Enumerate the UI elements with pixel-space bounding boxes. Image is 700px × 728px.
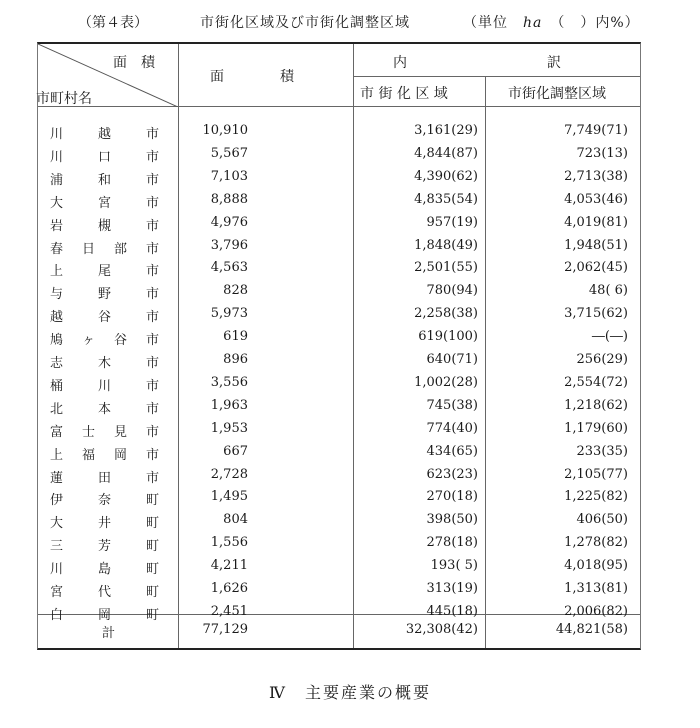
- urbanization-value: 774(40): [426, 420, 478, 436]
- area-value: 3,556: [210, 374, 248, 390]
- adjustment-value: 2,062(45): [564, 260, 628, 276]
- municipality-char: 町: [146, 539, 160, 555]
- area-table: [37, 42, 641, 650]
- table-row: [38, 418, 640, 441]
- municipality-char: 北: [50, 401, 64, 417]
- table-row: [38, 464, 640, 487]
- municipality-char: 市: [146, 401, 160, 417]
- municipality-char: 口: [98, 149, 112, 165]
- adjustment-value: 1,218(62): [564, 397, 628, 413]
- municipality-char: 尾: [98, 264, 112, 280]
- table-row: [38, 395, 640, 418]
- municipality-char: 伊: [50, 493, 64, 509]
- adjustment-value: 7,749(71): [564, 123, 628, 138]
- area-value: 4,976: [210, 214, 248, 230]
- urbanization-value: 2,501(55): [414, 260, 478, 276]
- table-unit: （単位 ha （ ）内%）: [463, 15, 640, 31]
- adjustment-value: 3,715(62): [564, 306, 628, 322]
- municipality-char: 町: [146, 493, 160, 509]
- municipality-char: 田: [98, 470, 112, 486]
- header-urbanization: 市 街 化 区 域: [360, 86, 448, 102]
- municipality-char: 岩: [50, 218, 64, 234]
- municipality-char: 井: [98, 516, 112, 532]
- total-urbanization: 32,308(42): [405, 622, 478, 637]
- area-value: 4,563: [210, 260, 248, 276]
- adjustment-value: 256(29): [576, 352, 628, 367]
- adjustment-value: 4,019(81): [564, 214, 628, 230]
- table-row: [38, 441, 640, 464]
- urbanization-value: 2,258(38): [414, 306, 478, 322]
- municipality-char: 町: [146, 607, 160, 623]
- adjustment-value: 2,554(72): [564, 374, 628, 390]
- municipality-char: 市: [146, 172, 160, 188]
- municipality-char: 春: [50, 241, 64, 257]
- municipality-char: 芳: [98, 539, 112, 555]
- table-row: [38, 555, 640, 578]
- municipality-char: 福: [82, 447, 96, 463]
- adjustment-value: 1,948(51): [564, 237, 628, 253]
- municipality-char: 岡: [114, 447, 128, 463]
- urbanization-value: 434(65): [426, 443, 478, 459]
- area-value: 2,451: [210, 603, 248, 619]
- urbanization-value: 398(50): [426, 512, 478, 528]
- area-value: 1,626: [210, 581, 248, 596]
- municipality-char: 市: [146, 333, 160, 349]
- municipality-char: 本: [98, 401, 112, 417]
- table-caption: [78, 12, 678, 32]
- municipality-char: 市: [146, 310, 160, 326]
- municipality-char: 川: [98, 378, 112, 394]
- adjustment-value: 1,225(82): [564, 489, 628, 505]
- table-row: [38, 509, 640, 532]
- area-value: 1,963: [210, 397, 248, 413]
- urbanization-value: 270(18): [426, 489, 478, 505]
- municipality-char: 市: [146, 218, 160, 234]
- municipality-char: 代: [98, 585, 112, 600]
- corner-label-municipality: 市町村名: [36, 91, 92, 107]
- municipality-char: 川: [50, 562, 64, 578]
- municipality-char: 野: [98, 287, 112, 303]
- municipality-char: 谷: [114, 333, 128, 349]
- table-row: [38, 212, 640, 235]
- municipality-char: 市: [146, 424, 160, 440]
- urbanization-value: 780(94): [426, 283, 478, 299]
- table-row: [38, 257, 640, 280]
- municipality-char: 岡: [98, 607, 112, 623]
- area-value: 1,556: [210, 535, 248, 551]
- municipality-char: 白: [50, 607, 64, 623]
- municipality-char: 市: [146, 127, 160, 142]
- area-value: 3,796: [210, 237, 248, 253]
- urbanization-value: 640(71): [426, 352, 478, 367]
- adjustment-value: 4,018(95): [564, 558, 628, 574]
- municipality-char: 見: [114, 424, 128, 440]
- table-row: [38, 349, 640, 372]
- total-row: [38, 618, 640, 641]
- header-area: 面 積: [210, 69, 294, 85]
- municipality-char: 市: [146, 378, 160, 394]
- municipality-char: 町: [146, 585, 160, 600]
- municipality-char: 市: [146, 287, 160, 303]
- municipality-char: 三: [50, 539, 64, 555]
- municipality-char: 奈: [98, 493, 112, 509]
- table-row: [38, 235, 640, 258]
- area-value: 896: [223, 352, 248, 367]
- urbanization-value: 623(23): [426, 466, 478, 482]
- adjustment-value: 723(13): [576, 145, 628, 161]
- municipality-char: 市: [146, 264, 160, 280]
- urbanization-value: 745(38): [426, 397, 478, 413]
- municipality-char: 与: [50, 287, 64, 303]
- urbanization-value: 619(100): [418, 329, 478, 345]
- table-row: [38, 532, 640, 555]
- area-value: 8,888: [210, 191, 248, 207]
- area-value: 10,910: [202, 123, 248, 138]
- area-value: 804: [223, 512, 248, 528]
- table-row: [38, 143, 640, 166]
- table-row: [38, 280, 640, 303]
- table-row: [38, 120, 640, 143]
- municipality-char: 日: [82, 241, 96, 257]
- adjustment-value: 1,278(82): [564, 535, 628, 551]
- area-value: 4,211: [210, 558, 248, 574]
- municipality-char: 宮: [98, 195, 112, 211]
- adjustment-value: 2,006(82): [564, 603, 628, 619]
- municipality-char: 谷: [98, 310, 112, 326]
- municipality-char: 上: [50, 447, 64, 463]
- municipality-char: 浦: [50, 172, 64, 188]
- urbanization-value: 3,161(29): [414, 123, 478, 138]
- header-breakdown: 内 訳: [393, 55, 561, 71]
- urbanization-value: 1,848(49): [414, 237, 478, 253]
- municipality-char: 和: [98, 172, 112, 188]
- municipality-char: 富: [50, 424, 64, 440]
- total-area: 77,129: [202, 622, 248, 637]
- adjustment-value: 2,105(77): [564, 466, 628, 482]
- adjustment-value: 406(50): [576, 512, 628, 528]
- total-adjustment: 44,821(58): [555, 622, 628, 637]
- area-value: 667: [223, 443, 248, 459]
- header-adjustment: 市街化調整区域: [508, 86, 606, 102]
- adjustment-value: 2,713(38): [564, 168, 628, 184]
- urbanization-value: 957(19): [426, 214, 478, 230]
- area-value: 619: [223, 329, 248, 345]
- municipality-char: 市: [146, 470, 160, 486]
- corner-label-area: 面 積: [113, 55, 155, 71]
- urbanization-value: 313(19): [426, 581, 478, 596]
- table-row: [38, 326, 640, 349]
- table-row: [38, 303, 640, 326]
- urbanization-value: 445(18): [426, 603, 478, 619]
- urbanization-value: 4,844(87): [414, 145, 478, 161]
- table-row: [38, 166, 640, 189]
- municipality-char: 部: [114, 241, 128, 257]
- area-value: 828: [223, 283, 248, 299]
- municipality-char: ヶ: [82, 333, 96, 349]
- table-row: [38, 486, 640, 509]
- adjustment-value: 1,313(81): [564, 581, 628, 596]
- table-number: （第４表）: [78, 15, 148, 31]
- municipality-char: 大: [50, 516, 64, 532]
- urbanization-value: 4,390(62): [414, 168, 478, 184]
- table-title: 市街化区域及び市街化調整区域: [200, 15, 410, 31]
- municipality-char: 越: [98, 127, 112, 142]
- urbanization-value: 278(18): [426, 535, 478, 551]
- urbanization-value: 193( 5): [430, 558, 478, 574]
- area-value: 7,103: [210, 168, 248, 184]
- adjustment-value: 48( 6): [588, 283, 628, 299]
- adjustment-value: 233(35): [576, 443, 628, 459]
- municipality-char: 志: [50, 356, 64, 371]
- area-value: 1,953: [210, 420, 248, 436]
- municipality-char: 上: [50, 264, 64, 280]
- municipality-char: 市: [146, 241, 160, 257]
- municipality-char: 越: [50, 310, 64, 326]
- municipality-char: 木: [98, 356, 112, 371]
- municipality-char: 鳩: [50, 333, 64, 349]
- municipality-char: 槻: [98, 218, 112, 234]
- municipality-char: 町: [146, 516, 160, 532]
- adjustment-value: 4,053(46): [564, 191, 628, 207]
- area-value: 1,495: [210, 489, 248, 505]
- municipality-char: 宮: [50, 585, 64, 600]
- area-value: 5,567: [210, 145, 248, 161]
- municipality-char: 大: [50, 195, 64, 211]
- urbanization-value: 1,002(28): [414, 374, 478, 390]
- area-value: 2,728: [210, 466, 248, 482]
- municipality-char: 蓮: [50, 470, 64, 486]
- municipality-char: 市: [146, 195, 160, 211]
- table-row: [38, 372, 640, 395]
- urbanization-value: 4,835(54): [414, 191, 478, 207]
- adjustment-value: 1,179(60): [564, 420, 628, 436]
- adjustment-value: ―(―): [591, 329, 628, 345]
- total-label: 計: [102, 626, 116, 641]
- municipality-char: 川: [50, 149, 64, 165]
- table-row: [38, 189, 640, 212]
- municipality-char: 桶: [50, 378, 64, 394]
- header-divider: [353, 76, 640, 77]
- municipality-char: 島: [98, 562, 112, 578]
- table-row: [38, 578, 640, 601]
- municipality-char: 市: [146, 149, 160, 165]
- municipality-char: 市: [146, 447, 160, 463]
- municipality-char: 町: [146, 562, 160, 578]
- area-value: 5,973: [210, 306, 248, 322]
- municipality-char: 市: [146, 356, 160, 371]
- section-heading: Ⅳ 主要産業の概要: [269, 683, 431, 702]
- municipality-char: 川: [50, 127, 64, 142]
- municipality-char: 士: [82, 424, 96, 440]
